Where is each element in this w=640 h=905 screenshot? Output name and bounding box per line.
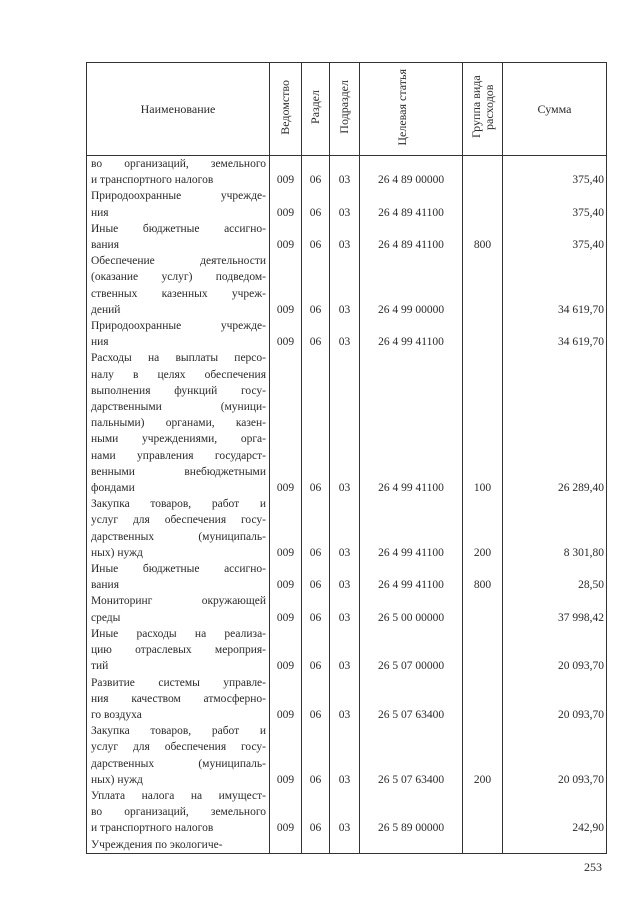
row-vid-rashodov [463,675,503,724]
row-podrazdel: 03 [330,156,360,189]
table-row [87,253,607,318]
name-line: выполнения функций госу- [91,384,266,397]
name-line: Иные бюджетные ассигно- [91,563,266,576]
row-podrazdel: 03 [330,723,360,788]
header-celevaya-statya: Целевая статья [360,63,463,156]
row-celevaya-statya: 26 4 99 41100 [360,561,463,593]
header-podrazdel: Подраздел [330,63,360,156]
name-line: Мониторинг окружающей [91,595,266,608]
row-summa: 34 619,70 [503,318,607,350]
name-line: Обеспечение деятельности [91,255,266,268]
row-razdel: 06 [302,788,330,837]
row-razdel: 06 [302,156,330,189]
row-summa: 375,40 [503,221,607,253]
row-name [87,188,270,220]
name-line: Расходы на выплаты персо- [91,352,266,365]
name-line: во организаций, земельного [91,158,266,170]
name-line: ными учреждениями, орга- [91,433,266,446]
row-celevaya-statya: 26 5 07 63400 [360,675,463,724]
header-razdel: Раздел [302,63,330,156]
name-line: дарственными (муници- [91,401,266,414]
table-row [87,723,607,788]
name-line: Закупка товаров, работ и [91,498,266,511]
table-row [87,626,607,675]
row-vid-rashodov [463,156,503,189]
row-vid-rashodov: 800 [463,561,503,593]
name-line: среды [91,611,121,624]
name-line: Иные бюджетные ассигно- [91,222,266,235]
row-name [87,156,270,189]
row-vedomstvo: 009 [270,788,302,837]
row-celevaya-statya: 26 4 99 41100 [360,350,463,496]
table-row [87,221,607,253]
name-line: го воздуха [91,708,142,721]
row-summa: 8 301,80 [503,496,607,561]
row-celevaya-statya: 26 5 00 00000 [360,593,463,625]
row-razdel: 06 [302,675,330,724]
name-line: услуг для обеспечения госу- [91,514,266,527]
header-name: Наименование [87,63,270,156]
row-podrazdel: 03 [330,318,360,350]
row-razdel: 06 [302,626,330,675]
row-podrazdel: 03 [330,253,360,318]
row-razdel: 06 [302,221,330,253]
header-vedomstvo: Ведомство [270,63,302,156]
header-summa: Сумма [503,63,607,156]
name-line: ственных казенных учреж- [91,287,266,300]
name-line: и транспортного налогов [91,174,214,187]
row-celevaya-statya: 26 4 89 41100 [360,221,463,253]
name-line: ния [91,336,109,349]
table-row [87,837,607,854]
row-vedomstvo: 009 [270,318,302,350]
row-name [87,626,270,675]
row-vid-rashodov: 200 [463,496,503,561]
row-vedomstvo: 009 [270,593,302,625]
row-vedomstvo: 009 [270,723,302,788]
row-name [87,496,270,561]
row-podrazdel: 03 [330,626,360,675]
row-vedomstvo: 009 [270,253,302,318]
name-line: Закупка товаров, работ и [91,725,266,738]
name-line: дарственных (муниципаль- [91,757,266,770]
name-line: ных) нужд [91,546,143,559]
row-summa: 242,90 [503,788,607,837]
row-vedomstvo: 009 [270,188,302,220]
name-line: дарственных (муниципаль- [91,530,266,543]
budget-table [86,62,607,854]
row-name [87,221,270,253]
row-vid-rashodov [463,253,503,318]
table-body [87,156,607,854]
row-podrazdel [330,837,360,854]
row-celevaya-statya: 26 5 89 00000 [360,788,463,837]
row-vid-rashodov [463,593,503,625]
table-row [87,496,607,561]
row-vedomstvo: 009 [270,156,302,189]
row-razdel: 06 [302,350,330,496]
name-line: Уплата налога на имущест- [91,789,266,802]
row-name [87,561,270,593]
row-celevaya-statya [360,837,463,854]
row-podrazdel: 03 [330,221,360,253]
row-vid-rashodov: 200 [463,723,503,788]
row-summa: 37 998,42 [503,593,607,625]
row-podrazdel: 03 [330,593,360,625]
row-summa [503,837,607,854]
row-razdel: 06 [302,496,330,561]
row-vid-rashodov: 800 [463,221,503,253]
name-line: Иные расходы на реализа- [91,627,266,640]
table-row [87,188,607,220]
name-line: Природоохранные учрежде- [91,320,266,333]
row-vid-rashodov [463,188,503,220]
table-header [87,63,607,156]
row-celevaya-statya: 26 4 99 41100 [360,496,463,561]
row-podrazdel: 03 [330,496,360,561]
header-gruppa-vida-rashodov: Группа вида расходов [463,63,503,156]
name-line: Развитие системы управле- [91,676,266,689]
name-line: цию отраслевых мероприя- [91,644,266,657]
row-celevaya-statya: 26 4 99 00000 [360,253,463,318]
row-celevaya-statya: 26 4 99 41100 [360,318,463,350]
row-celevaya-statya: 26 5 07 00000 [360,626,463,675]
name-line: Учреждения по экологиче- [91,838,223,851]
row-summa: 34 619,70 [503,253,607,318]
row-vid-rashodov [463,837,503,854]
name-line: ния [91,206,109,219]
name-line: пальными) органами, казен- [91,417,266,430]
row-vid-rashodov [463,788,503,837]
name-line: Природоохранные учрежде- [91,190,266,203]
row-name [87,723,270,788]
row-vid-rashodov [463,318,503,350]
row-razdel [302,837,330,854]
row-celevaya-statya: 26 4 89 00000 [360,156,463,189]
row-razdel: 06 [302,723,330,788]
row-vid-rashodov [463,626,503,675]
row-podrazdel: 03 [330,561,360,593]
row-name [87,318,270,350]
row-summa: 26 289,40 [503,350,607,496]
row-vedomstvo [270,837,302,854]
name-line: дений [91,303,121,316]
name-line: услуг для обеспечения госу- [91,741,266,754]
table-row [87,788,607,837]
name-line: тий [91,660,109,673]
name-line: и транспортного налогов [91,822,214,835]
name-line: ных) нужд [91,773,143,786]
table-row [87,350,607,496]
row-podrazdel: 03 [330,788,360,837]
row-celevaya-statya: 26 4 89 41100 [360,188,463,220]
row-name [87,788,270,837]
name-line: фондами [91,482,135,495]
name-line: нами управления государст- [91,449,266,462]
table-row [87,561,607,593]
table-row [87,593,607,625]
row-vedomstvo: 009 [270,561,302,593]
row-celevaya-statya: 26 5 07 63400 [360,723,463,788]
name-line: (оказание услуг) подведом- [91,271,266,284]
row-razdel: 06 [302,188,330,220]
row-razdel: 06 [302,561,330,593]
row-razdel: 06 [302,593,330,625]
row-vedomstvo: 009 [270,496,302,561]
row-summa: 375,40 [503,156,607,189]
table-row [87,675,607,724]
row-razdel: 06 [302,253,330,318]
row-podrazdel: 03 [330,188,360,220]
row-podrazdel: 03 [330,350,360,496]
row-summa: 28,50 [503,561,607,593]
name-line: венными внебюджетными [91,465,266,478]
row-summa: 375,40 [503,188,607,220]
row-name [87,350,270,496]
name-line: вания [91,579,119,592]
row-summa: 20 093,70 [503,723,607,788]
name-line: ния качеством атмосферно- [91,692,266,705]
page-number: 253 [584,860,602,874]
table-row [87,318,607,350]
name-line: во организаций, земельного [91,806,266,819]
row-vedomstvo: 009 [270,626,302,675]
name-line: налу в целях обеспечения [91,368,266,381]
name-line: вания [91,239,119,252]
table-row [87,156,607,189]
row-razdel: 06 [302,318,330,350]
row-vedomstvo: 009 [270,675,302,724]
row-name [87,837,270,854]
row-summa: 20 093,70 [503,626,607,675]
row-vedomstvo: 009 [270,221,302,253]
row-vedomstvo: 009 [270,350,302,496]
row-podrazdel: 03 [330,675,360,724]
row-vid-rashodov: 100 [463,350,503,496]
row-name [87,675,270,724]
row-name [87,253,270,318]
row-name [87,593,270,625]
row-summa: 20 093,70 [503,675,607,724]
